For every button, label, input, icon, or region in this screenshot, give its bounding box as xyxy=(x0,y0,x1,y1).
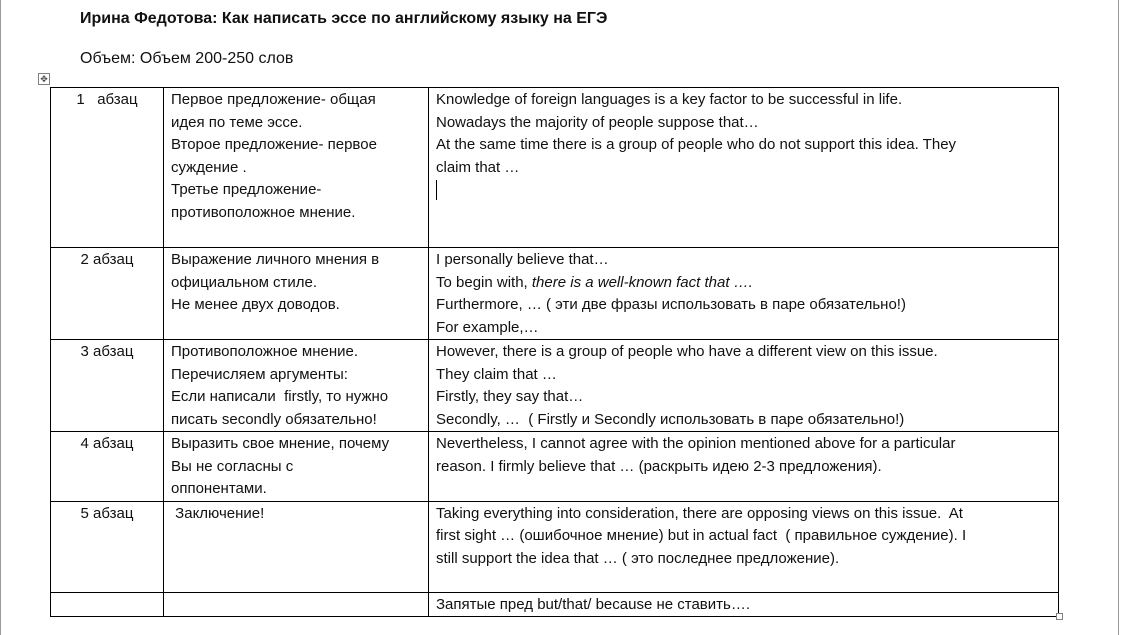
description-line: идея по теме эссе. xyxy=(171,113,303,131)
paragraph-description[interactable] xyxy=(164,432,429,502)
page-left-edge xyxy=(0,0,1,635)
paragraph-phrases[interactable] xyxy=(429,248,1059,340)
phrase-line: However, there is a group of people who have a different view on this issue. xyxy=(436,343,938,360)
phrase-line: For example,… xyxy=(436,318,539,336)
phrase-part: To begin with, xyxy=(436,273,532,291)
phrase-line: first sight … (ошибочное мнение) but in actual fact ( правильное суждение). I xyxy=(436,527,967,544)
document-title: Ирина Федотова: Как написать эссе по английскому языку на ЕГЭ xyxy=(80,10,608,27)
paragraph-phrases[interactable] xyxy=(429,592,1059,617)
phrase-line: Knowledge of foreign languages is a key factor to be successful in life. xyxy=(436,91,903,108)
page-right-edge xyxy=(1118,0,1119,635)
description-line: Вы не согласны с xyxy=(171,457,294,475)
paragraph-number-label: 4 абзац xyxy=(80,435,134,452)
paragraph-number-label: 5 абзац xyxy=(80,504,134,522)
paragraph-number-label: 3 абзац xyxy=(80,343,134,360)
paragraph-phrases[interactable] xyxy=(429,501,1059,592)
paragraph-description[interactable] xyxy=(164,88,429,248)
description-line: Третье предложение- xyxy=(171,181,322,198)
table-row xyxy=(51,340,1059,432)
table-row xyxy=(51,248,1059,340)
move-icon[interactable]: ✥ xyxy=(38,73,50,85)
description-line: Противоположное мнение. xyxy=(171,343,359,360)
paragraph-number[interactable] xyxy=(51,501,164,592)
description-line: суждение . xyxy=(171,158,247,176)
table-row xyxy=(51,592,1059,617)
document-volume: Объем: Объем 200-250 слов xyxy=(80,50,294,67)
paragraph-description[interactable] xyxy=(164,501,429,592)
description-line: Выражение личного мнения в xyxy=(171,251,380,268)
description-line: Выразить свое мнение, почему xyxy=(171,435,390,452)
description-line: Второе предложение- первое xyxy=(171,136,377,153)
table-resize-handle[interactable] xyxy=(1056,613,1063,620)
paragraph-description[interactable] xyxy=(164,592,429,617)
description-line: официальном стиле. xyxy=(171,273,318,291)
phrase-line: still support the idea that … ( это последнее предложение). xyxy=(436,549,840,567)
essay-structure-table xyxy=(50,87,1059,617)
phrase-line: Taking everything into consideration, there are opposing views on this issue. At xyxy=(436,504,963,522)
phrase-line: I personally believe that… xyxy=(436,251,609,268)
phrase-line: reason. I firmly believe that … (раскрыть идею 2-3 предложения). xyxy=(436,457,882,475)
phrase-line: Firstly, they say that… xyxy=(436,388,584,405)
paragraph-number[interactable] xyxy=(51,340,164,432)
phrase-line: Nowadays the majority of people suppose that… xyxy=(436,113,759,131)
table-row xyxy=(51,88,1059,248)
paragraph-number[interactable] xyxy=(51,88,164,248)
description-line: Не менее двух доводов. xyxy=(171,296,340,313)
paragraph-number[interactable] xyxy=(51,248,164,340)
description-line: Первое предложение- общая xyxy=(171,91,376,108)
paragraph-phrases[interactable] xyxy=(429,340,1059,432)
description-line: Перечисляем аргументы: xyxy=(171,365,348,383)
description-line: Если написали firstly, то нужно xyxy=(171,388,389,405)
description-line: писать secondly обязательно! xyxy=(171,410,377,428)
phrase-line: They claim that … xyxy=(436,365,557,383)
phrase-line: claim that … xyxy=(436,158,520,176)
table-row xyxy=(51,432,1059,502)
description-line: оппонентами. xyxy=(171,480,267,497)
text-cursor xyxy=(436,180,437,200)
description-line: Заключение! xyxy=(171,504,265,522)
phrase-line: Запятые пред but/that/ because не ставить…. xyxy=(436,595,750,613)
paragraph-phrases[interactable] xyxy=(429,88,1059,248)
paragraph-description[interactable] xyxy=(164,248,429,340)
paragraph-number[interactable] xyxy=(51,432,164,502)
phrase-part-italic: there is a well-known fact that …. xyxy=(531,273,753,291)
paragraph-number-label: 2 абзац xyxy=(80,251,134,268)
phrase-line xyxy=(436,272,1051,295)
paragraph-description[interactable] xyxy=(164,340,429,432)
paragraph-number-label: 1 абзац xyxy=(76,91,138,108)
table-row xyxy=(51,501,1059,592)
phrase-line: At the same time there is a group of people who do not support this idea. They xyxy=(436,136,957,153)
paragraph-phrases[interactable] xyxy=(429,432,1059,502)
phrase-line: Secondly, … ( Firstly и Secondly использовать в паре обязательно!) xyxy=(436,410,905,428)
paragraph-number[interactable] xyxy=(51,592,164,617)
phrase-line: Nevertheless, I cannot agree with the opinion mentioned above for a particular xyxy=(436,435,956,452)
description-line: противоположное мнение. xyxy=(171,203,356,221)
phrase-line: Furthermore, … ( эти две фразы использовать в паре обязательно!) xyxy=(436,296,906,313)
